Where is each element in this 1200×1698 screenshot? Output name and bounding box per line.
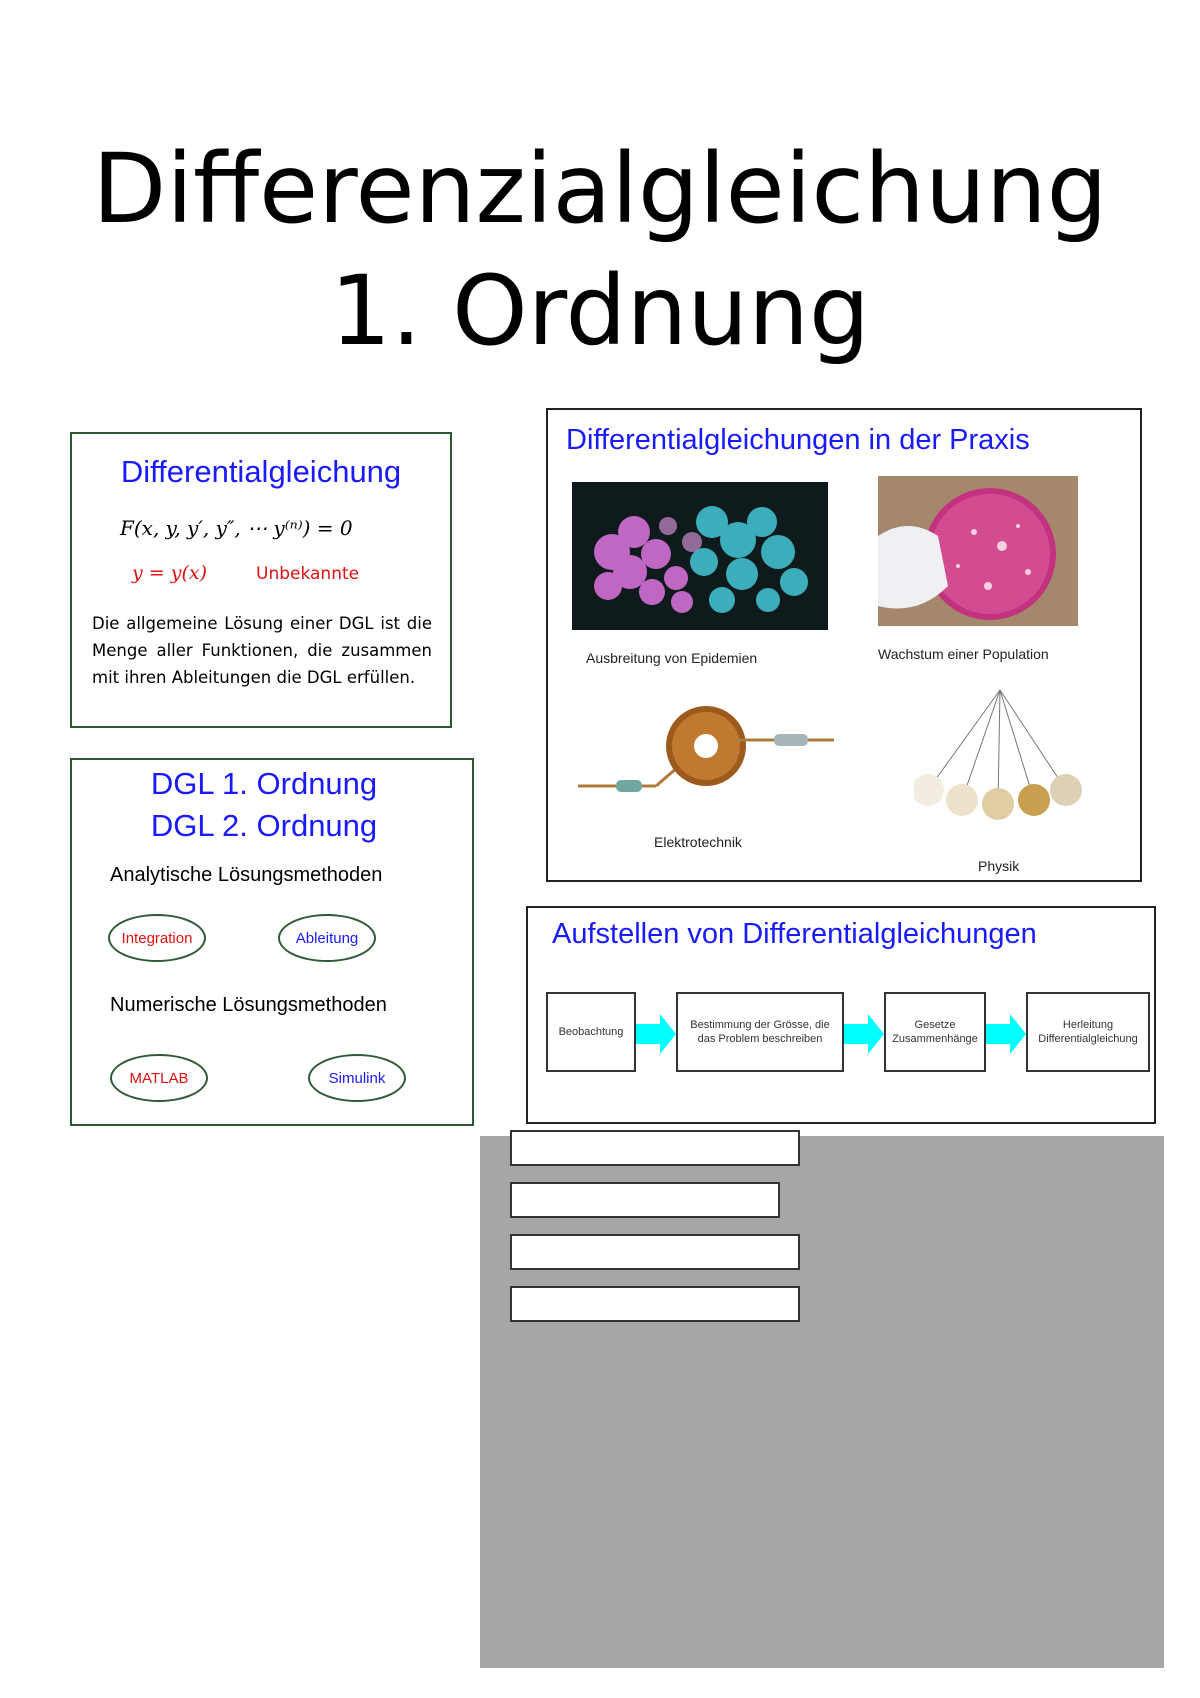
blank-field-3[interactable] (510, 1234, 800, 1270)
step-herleitung: Herleitung Differentialgleichung (1026, 992, 1150, 1072)
petri-dish-image (878, 476, 1078, 626)
unknown-equation: y = y(x) (132, 562, 208, 584)
setup-box (526, 906, 1156, 1124)
arrow-icon (844, 1014, 884, 1054)
numeric-methods-label: Numerische Lösungsmethoden (110, 994, 387, 1016)
title-line-2: 1. Ordnung (330, 255, 870, 367)
blank-field-2[interactable] (510, 1182, 780, 1218)
caption-population: Wachstum einer Population (878, 646, 1049, 662)
arrow-icon (986, 1014, 1026, 1054)
caption-epidemien: Ausbreitung von Epidemien (586, 650, 758, 666)
step-gesetze: Gesetze Zusammenhänge (884, 992, 986, 1072)
definition-heading: Differentialgleichung (120, 454, 402, 489)
title-line-1: Differenzialgleichung (92, 133, 1108, 245)
ableitung-ellipse: Ableitung (278, 914, 376, 962)
step-bestimmung: Bestimmung der Grösse, die das Problem beschreiben (676, 992, 844, 1072)
praxis-box (546, 408, 1142, 882)
analytic-methods-label: Analytische Lösungsmethoden (110, 864, 383, 886)
setup-heading: Aufstellen von Differentialgleichungen (552, 918, 1037, 950)
protein-molecule-image (572, 482, 828, 630)
simulink-ellipse: Simulink (308, 1054, 406, 1102)
pendulum-image (914, 688, 1084, 824)
definition-box (70, 432, 452, 728)
methods-heading-1: DGL 1. Ordnung (150, 766, 378, 801)
definition-equation: F(x, y, y′, y″, ⋯ y⁽ⁿ⁾) = 0 (120, 516, 353, 540)
caption-physik: Physik (978, 858, 1020, 874)
blank-field-1[interactable] (510, 1130, 800, 1166)
methods-box (70, 758, 474, 1126)
definition-text: Die allgemeine Lösung einer DGL ist die Menge aller Funktionen, die zusammen mit ihren Ableitungen die DGL erfüllen. (92, 614, 432, 687)
step-beobachtung: Beobachtung (546, 992, 636, 1072)
toroid-coil-image (576, 700, 836, 810)
arrow-icon (636, 1014, 676, 1054)
caption-elektrotechnik: Elektrotechnik (654, 834, 742, 850)
unknown-label: Unbekannte (256, 564, 360, 584)
page-title (0, 128, 1200, 372)
matlab-ellipse: MATLAB (110, 1054, 208, 1102)
blank-field-4[interactable] (510, 1286, 800, 1322)
integration-ellipse: Integration (108, 914, 206, 962)
praxis-heading: Differentialgleichungen in der Praxis (566, 424, 1030, 456)
methods-heading-2: DGL 2. Ordnung (150, 808, 378, 843)
